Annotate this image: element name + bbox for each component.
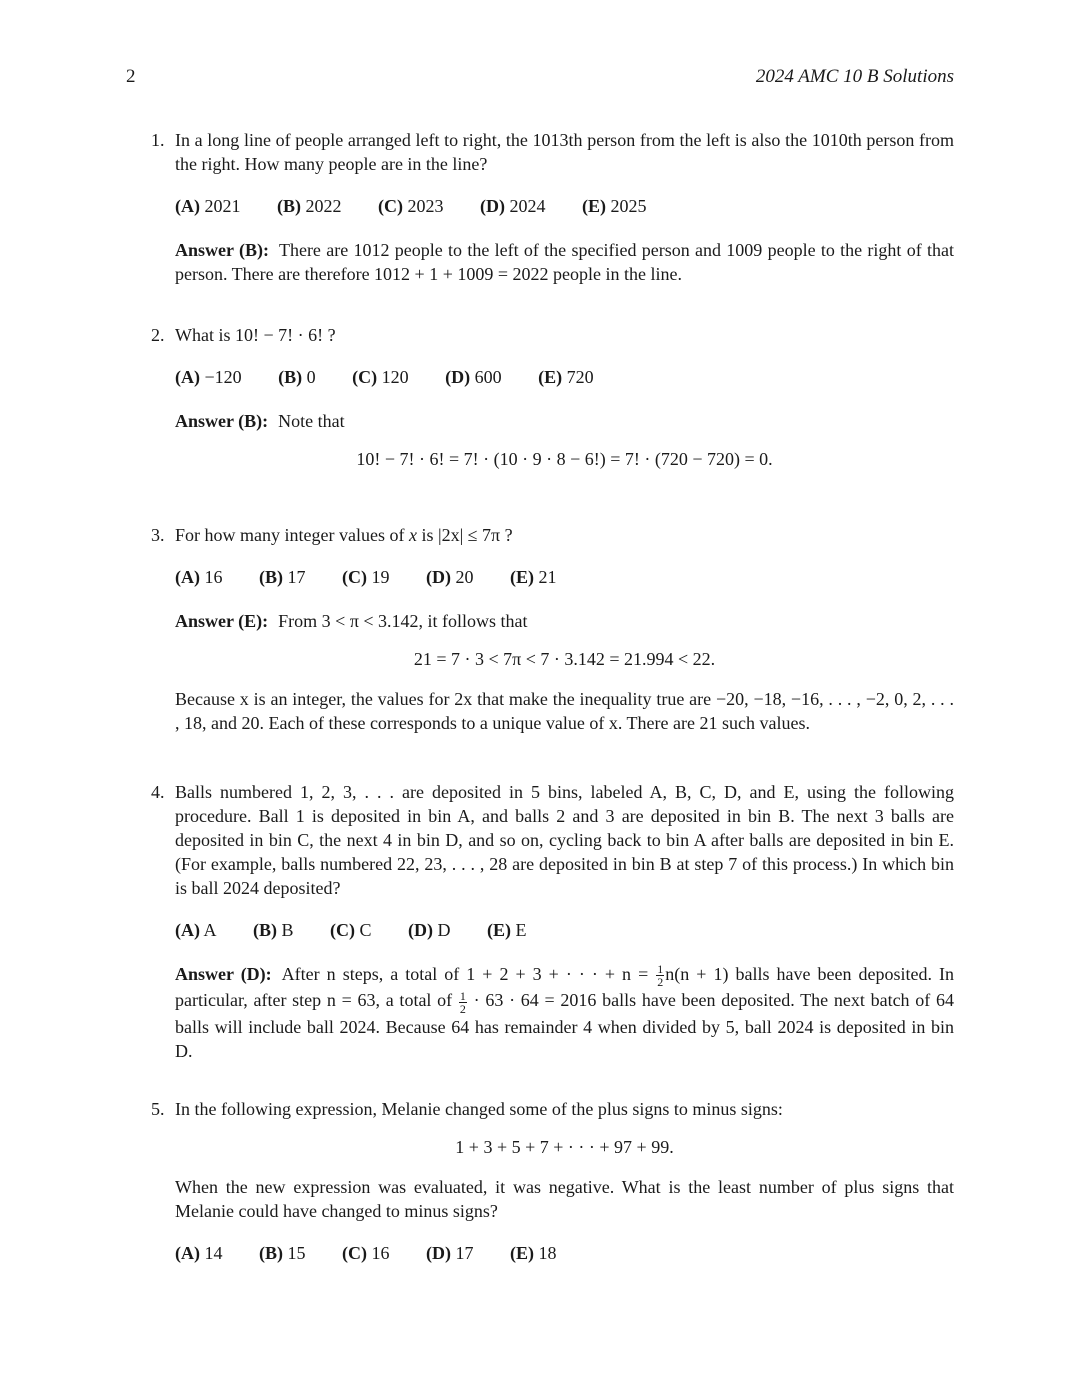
fraction-half: $\frac{1}{2}$ [459, 988, 466, 1016]
answer-choices [175, 365, 954, 389]
problem-number: 4. [151, 782, 165, 802]
choice-d: (D) 20 [426, 567, 474, 587]
choice-e: (E) 720 [538, 367, 594, 387]
choice-b: (B) B [253, 920, 294, 940]
choice-c: (C) 120 [352, 367, 409, 387]
problem-text: In a long line of people arranged left to right, the 1013th person from the left is also the 1010th person from the right. How many people are in the line? [175, 130, 954, 174]
answer-label: Answer (E): [175, 611, 269, 631]
choice-d: (D) 17 [426, 1243, 474, 1263]
problem-text: Balls numbered 1, 2, 3, . . . are deposited in 5 bins, labeled A, B, C, D, and E, using the following procedure. Ball 1 is deposited in bin A, and balls 2 and 3 are deposited in bin B. The next 3 balls are deposited in bin C, the next 4 in bin D, and so on, cycling back to bin A after balls are deposited in bin E. (For example, balls numbered 22, 23, . . . , 28 are deposited in bin B at step 7 of this process.) In which bin is ball 2024 deposited? [175, 782, 954, 898]
choice-e: (E) 21 [510, 567, 557, 587]
choice-a: (A) 14 [175, 1243, 223, 1263]
problem-text: What is 10! − 7! · 6! ? [175, 325, 336, 345]
solution-text: · 63 · 64 = 2016 balls have been deposited. The next batch of 64 balls will include ball 2024. Because 64 has remainder 4 when divided by 5, ball 2024 is deposited in bin D. [175, 990, 955, 1061]
choice-d: (D) 2024 [480, 196, 546, 216]
choice-b: (B) 2022 [277, 196, 342, 216]
answer-label: Answer (B): [175, 240, 269, 260]
choice-b: (B) 0 [278, 367, 316, 387]
problem-5 [151, 1097, 954, 1265]
solution [175, 409, 954, 433]
problem-2 [151, 323, 954, 487]
choice-d: (D) 600 [445, 367, 502, 387]
problem-number: 2. [151, 325, 165, 345]
problem-number: 1. [151, 130, 165, 150]
answer-choices [175, 194, 954, 218]
choice-e: (E) 18 [510, 1243, 557, 1263]
solution [175, 609, 954, 633]
solution [175, 238, 954, 286]
problem-text: For how many integer values of x is |2x| ≤ 7π ? [175, 525, 513, 545]
fraction-half: $\frac{1}{2}$ [657, 962, 664, 990]
solution-text: Note that [278, 411, 345, 431]
choice-c: (C) 19 [342, 567, 390, 587]
problem-text: In the following expression, Melanie changed some of the plus signs to minus signs: [175, 1099, 783, 1119]
display-equation: 21 = 7 · 3 < 7π < 7 · 3.142 = 21.994 < 22. [413, 649, 716, 669]
choice-b: (B) 15 [259, 1243, 306, 1263]
choice-a: (A) −120 [175, 367, 242, 387]
choice-c: (C) C [330, 920, 372, 940]
choice-b: (B) 17 [259, 567, 306, 587]
choice-c: (C) 2023 [378, 196, 444, 216]
choice-a: (A) 2021 [175, 196, 241, 216]
problem-number: 3. [151, 525, 165, 545]
problem-text-continued: When the new expression was evaluated, it was negative. What is the least number of plus signs that Melanie could have changed to minus signs? [175, 1177, 954, 1221]
choice-e: (E) E [487, 920, 527, 940]
problem-3 [151, 523, 954, 735]
solution-text: From 3 < π < 3.142, it follows that [278, 611, 528, 631]
page-number: 2 [126, 66, 136, 87]
choice-e: (E) 2025 [582, 196, 647, 216]
solution-text: n(n + 1) balls have been deposited. In particular, after step n = 63, a total of [175, 964, 954, 1011]
answer-choices [175, 918, 954, 942]
choice-a: (A) 16 [175, 567, 223, 587]
display-equation: 1 + 3 + 5 + 7 + · · · + 97 + 99. [455, 1137, 674, 1157]
problem-number: 5. [151, 1099, 165, 1119]
problem-1 [151, 128, 954, 286]
solution-text: After n steps, a total of 1 + 2 + 3 + · · · + n = [281, 964, 656, 984]
display-equation: 10! − 7! · 6! = 7! · (10 · 9 · 8 − 6!) = 7! · (720 − 720) = 0. [356, 449, 773, 469]
answer-choices [175, 565, 954, 589]
answer-choices [175, 1241, 954, 1265]
choice-c: (C) 16 [342, 1243, 390, 1263]
running-title: 2024 AMC 10 B Solutions [755, 66, 954, 87]
solution-continued: Because x is an integer, the values for 2x that make the inequality true are −20, −18, −16, . . . , −2, 0, 2, . . . , 18, and 20. Each of these corresponds to a unique value of x. There are 21 such values. [175, 689, 954, 733]
choice-a: (A) A [175, 920, 217, 940]
solution-text: There are 1012 people to the left of the specified person and 1009 people to the right of that person. There are therefore 1012 + 1 + 1009 = 2022 people in the line. [175, 240, 955, 284]
answer-label: Answer (D): [175, 964, 272, 984]
problem-4 [151, 780, 954, 1063]
answer-label: Answer (B): [175, 411, 269, 431]
solution [175, 962, 954, 1063]
choice-d: (D) D [408, 920, 451, 940]
